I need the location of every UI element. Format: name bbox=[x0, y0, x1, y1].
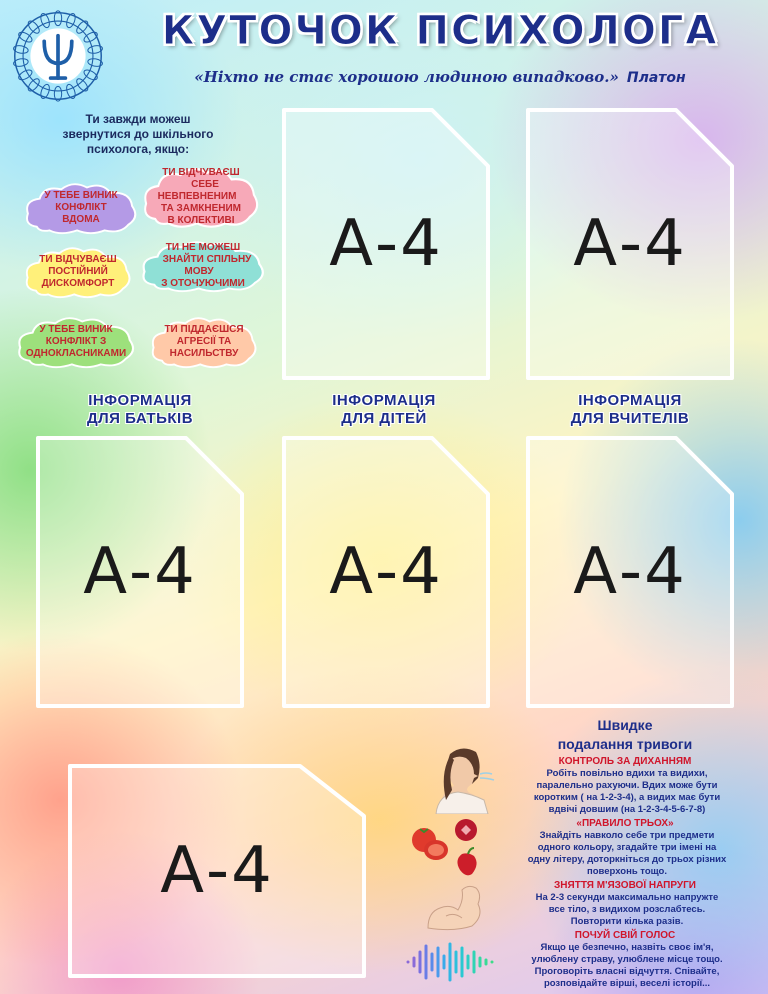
quote-text: «Ніхто не стає хорошою людиною випадково.» bbox=[194, 68, 619, 86]
a4-frame-bottom-left bbox=[68, 764, 366, 978]
tip-line: розповідайте вірші, веселі історії... bbox=[543, 978, 711, 989]
heading-line: ДЛЯ БАТЬКІВ bbox=[86, 410, 194, 427]
cloud-classmates bbox=[14, 314, 138, 370]
cloud-line: АГРЕСІЇ ТА bbox=[176, 336, 232, 347]
intro-line: Ти завжди можеш bbox=[85, 112, 191, 126]
cloud-aggression bbox=[148, 314, 260, 370]
cloud-line: У ТЕБЕ ВИНИК bbox=[39, 324, 113, 335]
cloud-text bbox=[10, 324, 142, 360]
cloud-line: В КОЛЕКТИВІ bbox=[167, 215, 235, 226]
heading-parents bbox=[40, 392, 240, 428]
tip-heading-voice: ПОЧУЙ СВІЙ ГОЛОС bbox=[574, 930, 676, 941]
cloud-text bbox=[23, 254, 132, 290]
tips-title bbox=[500, 716, 750, 754]
cloud-text bbox=[138, 242, 268, 290]
tip-line: Робіть повільно вдихи та видихи, bbox=[546, 768, 708, 779]
tip-line: Якщо це безпечно, назвіть своє ім'я, bbox=[540, 942, 714, 953]
tips-title-line: подалання тривоги bbox=[557, 736, 693, 752]
a4-label: А-4 bbox=[573, 207, 687, 281]
a4-label: А-4 bbox=[329, 207, 443, 281]
tip-heading-rule-of-three: «ПРАВИЛО ТРЬОХ» bbox=[576, 818, 674, 829]
heading-line: ІНФОРМАЦІЯ bbox=[332, 392, 436, 409]
sound-wave-illustration bbox=[404, 942, 496, 982]
a4-frame-top-right bbox=[526, 108, 734, 380]
cloud-line: ТИ ВІДЧУВАЄШ bbox=[162, 167, 240, 178]
cloud-common-language bbox=[138, 238, 268, 294]
tip-line: На 2-3 секунди максимально напружте bbox=[535, 892, 719, 903]
tip-text-muscle-tension bbox=[496, 892, 758, 928]
tip-line: вдвічі довшим (на 1-2-3-4-5-6-7-8) bbox=[548, 804, 706, 815]
heading-teachers bbox=[530, 392, 730, 428]
cloud-line: ТИ НЕ МОЖЕШ bbox=[165, 242, 241, 253]
cloud-line: З ОТОЧУЮЧИМИ bbox=[161, 278, 245, 289]
tip-line: одну літеру, доторкніться до трьох різних bbox=[527, 854, 727, 865]
heading-line: ІНФОРМАЦІЯ bbox=[578, 392, 682, 409]
page-title: КУТОЧОК ПСИХОЛОГА bbox=[161, 8, 719, 54]
a4-label: А-4 bbox=[160, 834, 274, 908]
heading-line: ДЛЯ ДІТЕЙ bbox=[341, 410, 427, 427]
cloud-line: ТИ ПІДДАЄШСЯ bbox=[164, 324, 244, 335]
cloud-line: У ТЕБЕ ВИНИК bbox=[44, 190, 118, 201]
cloud-line: ТА ЗАМКНЕНИМ bbox=[160, 203, 242, 214]
tip-line: Знайдіть навколо себе три предмети bbox=[539, 830, 715, 841]
tip-line: все тіло, з видихом розслабтесь. bbox=[548, 904, 706, 915]
tips-title-line: Швидке bbox=[597, 717, 653, 733]
cloud-conflict-home bbox=[22, 180, 140, 236]
tip-text-rule-of-three bbox=[496, 830, 758, 878]
intro-line: психолога, якщо: bbox=[86, 142, 190, 156]
tip-heading-muscle-tension: ЗНЯТТЯ М'ЯЗОВОЇ НАПРУГИ bbox=[554, 880, 696, 891]
tip-line: паралельно рахуючи. Вдих може бути bbox=[536, 780, 718, 791]
tip-line: коротким ( на 1-2-3-4), а видих має бути bbox=[533, 792, 721, 803]
tip-line: поверхонь тощо. bbox=[587, 866, 667, 877]
a4-frame-teachers bbox=[526, 436, 734, 708]
a4-frame-parents bbox=[36, 436, 244, 708]
intro-text bbox=[28, 112, 248, 157]
intro-line: звернутися до шкільного bbox=[62, 127, 214, 141]
cloud-line: ТИ ВІДЧУВАЄШ bbox=[39, 254, 117, 265]
heading-line: ДЛЯ ВЧИТЕЛІВ bbox=[570, 410, 690, 427]
cloud-line: ВДОМА bbox=[62, 214, 100, 225]
tip-line: одного кольору, згадайте три імені на bbox=[537, 842, 717, 853]
tip-line: улюблену страву, улюблене місце тощо. bbox=[531, 954, 723, 965]
tip-line: Проговоріть власні відчуття. Співайте, bbox=[534, 966, 720, 977]
breathing-woman-illustration bbox=[432, 744, 498, 814]
tip-text-voice bbox=[496, 942, 758, 990]
cloud-line: ПОСТІЙНИЙ bbox=[48, 266, 108, 277]
a4-label: А-4 bbox=[83, 535, 197, 609]
tip-line: Повторити кілька разів. bbox=[570, 916, 684, 927]
cloud-line: КОНФЛІКТ З bbox=[45, 336, 107, 347]
red-objects-illustration bbox=[408, 816, 492, 880]
heading-children bbox=[284, 392, 484, 428]
cloud-discomfort bbox=[22, 244, 134, 300]
quote-author: Платон bbox=[626, 70, 686, 86]
quote bbox=[120, 68, 760, 86]
heading-line: ІНФОРМАЦІЯ bbox=[88, 392, 192, 409]
cloud-text bbox=[140, 167, 262, 227]
flexed-arm-illustration bbox=[424, 882, 494, 932]
cloud-line: ДИСКОМФОРТ bbox=[41, 278, 115, 289]
cloud-line: НАСИЛЬСТВУ bbox=[169, 348, 239, 359]
cloud-text bbox=[28, 190, 133, 226]
a4-label: А-4 bbox=[329, 535, 443, 609]
psychology-logo bbox=[12, 10, 104, 102]
a4-frame-children bbox=[282, 436, 490, 708]
cloud-line: СЕБЕ НЕВПЕВНЕНИМ bbox=[157, 179, 237, 202]
cloud-text bbox=[148, 324, 259, 360]
cloud-line: ЗНАЙТИ СПІЛЬНУ МОВУ bbox=[162, 254, 252, 277]
tip-heading-breathing: КОНТРОЛЬ ЗА ДИХАННЯМ bbox=[558, 756, 692, 767]
cloud-line: КОНФЛІКТ bbox=[55, 202, 107, 213]
cloud-insecure bbox=[140, 164, 262, 230]
a4-label: А-4 bbox=[573, 535, 687, 609]
cloud-line: ОДНОКЛАСНИКАМИ bbox=[25, 348, 127, 359]
a4-frame-top-center bbox=[282, 108, 490, 380]
tip-text-breathing bbox=[496, 768, 758, 816]
